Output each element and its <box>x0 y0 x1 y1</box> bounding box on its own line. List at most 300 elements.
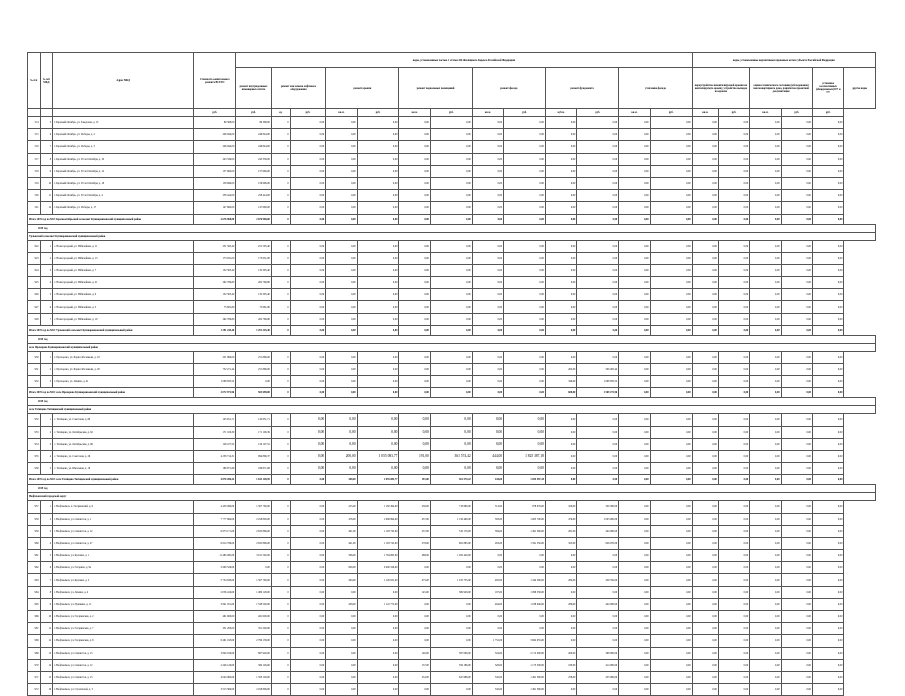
row-value: 0,00 <box>718 598 749 610</box>
row-value: 0,00 <box>650 153 692 165</box>
row-value: 171 106,39 <box>236 426 272 438</box>
table-row <box>28 153 876 165</box>
row-value: 0,00 <box>357 586 399 598</box>
row-value: 0,00 <box>504 264 546 276</box>
row-value: 0,00 <box>577 562 619 574</box>
row-value: 257,00 <box>399 525 430 537</box>
row-value: 0,00 <box>472 414 503 426</box>
row-value: 0,00 <box>750 364 781 376</box>
row-value: 867 926,00 <box>236 647 272 659</box>
row-value: 0,00 <box>290 426 326 438</box>
row-value: 0,00 <box>577 177 619 189</box>
row-mkd-number: 3 <box>40 525 53 537</box>
year-row <box>28 335 876 343</box>
summary-value: 0,00 <box>430 214 472 224</box>
row-value: 0,00 <box>326 301 357 313</box>
row-value: 0,00 <box>290 364 326 376</box>
row-number: 521 <box>28 202 41 214</box>
row-value: 0,00 <box>326 117 357 129</box>
table-row <box>28 659 876 671</box>
row-value: 284,00 <box>326 574 357 586</box>
row-total: 251 866,00 <box>194 351 236 363</box>
row-value: 0,00 <box>750 117 781 129</box>
row-value: 0,00 <box>718 450 749 462</box>
row-address: г. Нефтекамск, ул. Строителей, д. 3 <box>53 684 194 696</box>
row-value: 0,00 <box>577 586 619 598</box>
row-value: 0,00 <box>399 252 430 264</box>
row-value: 0,00 <box>326 623 357 635</box>
row-number: 927 <box>28 301 41 313</box>
row-value: 189 871,68 <box>236 463 272 475</box>
summary-value: 0,00 <box>577 325 619 335</box>
row-total: 171 106,39 <box>194 426 236 438</box>
row-value: 0,00 <box>692 623 718 635</box>
table-row <box>28 289 876 301</box>
sub-header-other: другие виды <box>844 68 876 109</box>
row-value: 0,00 <box>357 277 399 289</box>
row-value: 0,00 <box>812 165 843 177</box>
summary-value: 0,00 <box>718 475 749 485</box>
row-value: 0,00 <box>619 684 650 696</box>
row-value: 0,00 <box>692 586 718 598</box>
row-value: 0,00 <box>399 376 430 388</box>
summary-value: 1 825 387,18 <box>504 475 546 485</box>
unit-cell: руб. <box>357 109 399 117</box>
row-value: 0,00 <box>718 364 749 376</box>
table-row <box>28 586 876 598</box>
row-value: 0,00 <box>357 426 399 438</box>
row-value: 0,00 <box>812 450 843 462</box>
row-value: 1 344 560,00 <box>504 574 546 586</box>
row-value: 1 358 128,00 <box>236 671 272 683</box>
summary-value: 0,00 <box>545 475 576 485</box>
row-value: 0,00 <box>692 264 718 276</box>
unit-cell: руб. <box>194 109 236 117</box>
summary-value: 503 698,00 <box>236 388 272 398</box>
row-value: 485,00 <box>472 574 503 586</box>
row-value: 3 611 592,00 <box>236 550 272 562</box>
row-mkd-number: 6 <box>40 129 53 141</box>
row-value: 0,00 <box>326 611 357 623</box>
row-value: 0,00 <box>290 313 326 325</box>
unit-cell: кв.м. <box>750 109 781 117</box>
row-value: 0,00 <box>326 463 357 475</box>
row-value: 0,00 <box>430 177 472 189</box>
row-address: с. Прохорово, ул. Бориса Ресенкова, д. 20 <box>53 364 194 376</box>
row-value: 0,00 <box>357 623 399 635</box>
row-value: 0,00 <box>357 351 399 363</box>
row-value: 0,00 <box>399 177 430 189</box>
row-value: 0,00 <box>718 438 749 450</box>
row-value: 0,00 <box>472 277 503 289</box>
row-value: 0,00 <box>750 351 781 363</box>
row-value: 0,00 <box>692 153 718 165</box>
row-value: 0,00 <box>326 586 357 598</box>
row-value: 0 <box>271 438 290 450</box>
summary-value: 0,00 <box>545 325 576 335</box>
row-value: 0,00 <box>692 414 718 426</box>
row-value: 0,00 <box>718 264 749 276</box>
row-value: 0,00 <box>692 252 718 264</box>
unit-cell: кв.м. <box>399 109 430 117</box>
row-value: 0,00 <box>326 240 357 252</box>
summary-value: 0,00 <box>399 325 430 335</box>
row-value: 0,00 <box>812 202 843 214</box>
row-value: 0,00 <box>750 438 781 450</box>
row-value: 0,00 <box>750 414 781 426</box>
row-value: 0,00 <box>290 177 326 189</box>
row-value: 140,00 <box>399 647 430 659</box>
summary-value: 0,00 <box>619 325 650 335</box>
row-value: 0,00 <box>812 351 843 363</box>
row-mkd-number: 3 <box>40 438 53 450</box>
row-number: 960 <box>28 537 41 549</box>
row-value: 1 752,00 <box>472 635 503 647</box>
table-row <box>28 129 876 141</box>
row-value: 0 <box>271 153 290 165</box>
row-value: 0,00 <box>472 129 503 141</box>
row-value: 0 <box>271 537 290 549</box>
municipality-label: село Татищево Татищевский муниципальный район <box>28 406 876 414</box>
row-number: 963 <box>28 574 41 586</box>
row-value: 0,00 <box>812 438 843 450</box>
row-value: 0,00 <box>472 240 503 252</box>
row-value: 0,00 <box>750 376 781 388</box>
row-value: 0 <box>271 117 290 129</box>
sub-header-roof-rebuild: переустройство невентилируемой крыши на вентилируемую крышу, устройство выходов на кровлю <box>692 68 750 109</box>
row-value: 0 <box>271 252 290 264</box>
unit-cell: кв.м. <box>326 109 357 117</box>
row-value: 0,00 <box>718 463 749 475</box>
row-value: 0,00 <box>750 635 781 647</box>
row-value: 0 <box>271 351 290 363</box>
row-value: 0,00 <box>290 129 326 141</box>
row-value: 0,00 <box>781 525 812 537</box>
row-value: 401,00 <box>326 525 357 537</box>
row-value: 1 055 083,77 <box>357 450 399 462</box>
row-value: 398 000,00 <box>577 647 619 659</box>
municipality-label: село Прохорово Кушнаренковский муниципальный район <box>28 343 876 351</box>
summary-value: 0,00 <box>781 325 812 335</box>
row-value: 0,00 <box>750 190 781 202</box>
row-value: 0,00 <box>750 301 781 313</box>
row-address: г. Нефтекамск, ул. Гагаринская, д. 7 <box>53 623 194 635</box>
summary-value: 0 <box>271 325 290 335</box>
row-value: 0,00 <box>781 289 812 301</box>
row-value: 2 635 866,00 <box>236 537 272 549</box>
row-value: 0,00 <box>577 153 619 165</box>
row-mkd-number: 2 <box>40 252 53 264</box>
row-value: 0,00 <box>750 313 781 325</box>
row-value: 0 <box>271 202 290 214</box>
row-value: 0,00 <box>577 301 619 313</box>
row-number: 517 <box>28 153 41 165</box>
row-value: 145 651,71 <box>236 414 272 426</box>
row-total: 7 777 884,00 <box>194 513 236 525</box>
unit-cell: руб. <box>577 109 619 117</box>
municipality-label: Урлыкский сельсовет Кушнаренковский муниципальный район <box>28 232 876 240</box>
row-value: 0,00 <box>430 426 472 438</box>
unit-cell: руб. <box>812 109 843 117</box>
row-value: 0,00 <box>692 177 718 189</box>
col-num-header: № п/п <box>28 53 41 109</box>
row-value: 0,00 <box>545 351 576 363</box>
row-value: 1 003 000,00 <box>577 513 619 525</box>
summary-value: 0,00 <box>750 325 781 335</box>
summary-value: 0,00 <box>290 214 326 224</box>
row-address: г. Красный Октябрь, ул. Заводская, д. 15 <box>53 117 194 129</box>
row-value: 0,00 <box>399 364 430 376</box>
row-value: 0 <box>271 611 290 623</box>
row-value: 0,00 <box>812 240 843 252</box>
row-value: 0,00 <box>290 301 326 313</box>
summary-label: Итого 2019 год по МО: Красноотябрьский сельсовет Кушнаренковский муниципальный район <box>28 214 194 224</box>
row-value: 0,00 <box>812 562 843 574</box>
summary-value: 0 <box>271 388 290 398</box>
row-value: 0,00 <box>781 623 812 635</box>
row-value: 0,00 <box>781 240 812 252</box>
row-value: 0,00 <box>399 562 430 574</box>
table-row <box>28 635 876 647</box>
summary-value: 0,00 <box>504 325 546 335</box>
col-num-mkd-header: № п/п МКД <box>40 53 53 109</box>
row-number: 966 <box>28 611 41 623</box>
summary-value: 0,00 <box>692 214 718 224</box>
row-value: 0,00 <box>504 463 546 475</box>
row-mkd-number: 10 <box>40 611 53 623</box>
row-total: 5 734 630,00 <box>194 574 236 586</box>
row-mkd-number: 7 <box>40 574 53 586</box>
summary-value: 0,00 <box>326 388 357 398</box>
row-value: 0,00 <box>545 635 576 647</box>
row-value: 0,00 <box>692 659 718 671</box>
summary-value: 0 <box>271 475 290 485</box>
row-total: 246 844,00 <box>194 141 236 153</box>
row-value: 0 <box>271 598 290 610</box>
row-value: 0,00 <box>750 450 781 462</box>
row-value: 718 680,00 <box>430 501 472 513</box>
row-value: 0,00 <box>545 165 576 177</box>
summary-value: 0,00 <box>290 475 326 485</box>
row-mkd-number: 11 <box>40 623 53 635</box>
row-value: 0,00 <box>290 450 326 462</box>
row-value: 1 122 772,00 <box>357 598 399 610</box>
row-value: 0,00 <box>290 202 326 214</box>
row-value: 0,00 <box>718 550 749 562</box>
row-value: 0,00 <box>619 463 650 475</box>
sub-header-basement: ремонт подвальных помещений <box>399 68 472 109</box>
summary-value: 0,00 <box>812 388 843 398</box>
row-value: 0,00 <box>504 414 546 426</box>
row-mkd-number: 8 <box>40 586 53 598</box>
row-value: 0,00 <box>504 190 546 202</box>
summary-label: Итого 2019 год по МО: Урлыкский сельсовет Кушнаренковский муниципальный район <box>28 325 194 335</box>
row-value: 0,00 <box>577 550 619 562</box>
row-value: 0,00 <box>430 289 472 301</box>
row-value: 0 <box>271 513 290 525</box>
row-value: 0,00 <box>750 537 781 549</box>
row-value: 0,00 <box>781 550 812 562</box>
summary-value: 0,00 <box>472 325 503 335</box>
row-value: 0,00 <box>290 671 326 683</box>
row-value: 1 489 128,00 <box>236 586 272 598</box>
row-value: 0,00 <box>650 659 692 671</box>
row-value: 0 <box>271 450 290 462</box>
row-value: 0,00 <box>326 659 357 671</box>
row-value: 0,00 <box>619 414 650 426</box>
row-value: 0,00 <box>650 426 692 438</box>
row-value: 0,00 <box>399 240 430 252</box>
summary-total: 1 291 245,40 <box>194 325 236 335</box>
table-row <box>28 202 876 214</box>
row-value: 326,00 <box>472 659 503 671</box>
row-value: 0,00 <box>812 463 843 475</box>
row-address: г. Нефтекамск, ул. Красина, д. 1 <box>53 550 194 562</box>
row-value: 0,00 <box>750 141 781 153</box>
table-row <box>28 117 876 129</box>
row-value: 0,00 <box>750 501 781 513</box>
summary-value: 0,00 <box>472 214 503 224</box>
row-value: 0,00 <box>750 202 781 214</box>
row-value: 0,00 <box>750 684 781 696</box>
row-value: 0,00 <box>290 537 326 549</box>
table-row <box>28 562 876 574</box>
row-value: 0,00 <box>812 525 843 537</box>
table-row <box>28 684 876 696</box>
row-value: 0,00 <box>545 623 576 635</box>
row-value: 0,00 <box>718 671 749 683</box>
row-value: 0,00 <box>326 376 357 388</box>
row-total: 173 631,00 <box>194 252 236 264</box>
row-value: 0,00 <box>545 562 576 574</box>
row-value: 0,00 <box>326 647 357 659</box>
row-address: г. Нефтекамск, ул. Связистов, д. 27 <box>53 537 194 549</box>
row-value: 0,00 <box>472 376 503 388</box>
row-value: 0 <box>271 525 290 537</box>
row-value: 0,00 <box>577 313 619 325</box>
row-value: 0,00 <box>781 501 812 513</box>
row-value: 0,00 <box>472 550 503 562</box>
summary-value: 0,00 <box>718 325 749 335</box>
row-value: 0,00 <box>781 202 812 214</box>
summary-value: 361 574,42 <box>430 475 472 485</box>
unit-cell: куб.м. <box>545 109 576 117</box>
unit-cell: руб. <box>290 109 326 117</box>
row-value: 0,00 <box>650 264 692 276</box>
row-value: 0,00 <box>357 635 399 647</box>
row-value: 0,00 <box>357 611 399 623</box>
row-value: 0,00 <box>812 414 843 426</box>
row-value: 0,00 <box>619 450 650 462</box>
row-value: 0,00 <box>619 141 650 153</box>
row-value: 461 600,00 <box>236 611 272 623</box>
row-total: 89 368,00 <box>194 117 236 129</box>
year-row <box>28 224 876 232</box>
row-value: 0,00 <box>718 659 749 671</box>
row-value: 0,00 <box>619 289 650 301</box>
row-value: 0,00 <box>812 574 843 586</box>
row-value: 0,00 <box>326 177 357 189</box>
row-mkd-number: 14 <box>40 659 53 671</box>
row-value: 0,00 <box>504 364 546 376</box>
row-value: 0,00 <box>718 202 749 214</box>
row-value: 0 <box>271 313 290 325</box>
row-value: 243 336,00 <box>236 153 272 165</box>
row-address: г. Красный Октябрь, ул. Победы, д. 3 <box>53 141 194 153</box>
row-value: 0,00 <box>718 586 749 598</box>
row-value: 0,00 <box>650 562 692 574</box>
row-address: с. Новогородный, ул. Юбилейная, д. 21 <box>53 277 194 289</box>
summary-value: 0,00 <box>430 325 472 335</box>
row-value: 278,00 <box>399 537 430 549</box>
row-value: 0,00 <box>357 647 399 659</box>
summary-value: 0,00 <box>692 475 718 485</box>
row-value: 0,00 <box>619 313 650 325</box>
row-total: 351 200,00 <box>194 623 236 635</box>
table-row <box>28 414 876 426</box>
row-value: 0,00 <box>650 129 692 141</box>
row-address: с. Прохорово, ул. Ленина, д. 41 <box>53 376 194 388</box>
row-mkd-number: 2 <box>40 513 53 525</box>
row-value: 0,00 <box>399 463 430 475</box>
table-row <box>28 190 876 202</box>
summary-value: 1 633 148,95 <box>236 475 272 485</box>
row-value: 464,00 <box>472 598 503 610</box>
row-value: 0,00 <box>692 240 718 252</box>
table-row <box>28 438 876 450</box>
row-value: 0,00 <box>781 153 812 165</box>
row-value: 681 865,00 <box>430 537 472 549</box>
summary-row <box>28 388 876 398</box>
row-value: 0,00 <box>430 438 472 450</box>
municipality-row <box>28 493 876 501</box>
row-mkd-number: 11 <box>40 190 53 202</box>
row-value: 0,00 <box>718 537 749 549</box>
row-value: 0,00 <box>290 414 326 426</box>
row-value: 0,00 <box>357 414 399 426</box>
row-value: 0 <box>271 647 290 659</box>
row-value: 0,00 <box>430 598 472 610</box>
row-address: г. Красный Октябрь, ул. 50 лет Октября, д. 4 <box>53 190 194 202</box>
row-value: 0,00 <box>812 289 843 301</box>
row-value: 0,00 <box>290 376 326 388</box>
row-total: 752 271,44 <box>194 364 236 376</box>
row-value: 0,00 <box>812 117 843 129</box>
row-value: 0,00 <box>718 684 749 696</box>
row-address: г. Нефтекамск, ул. Пушкина, д. 11 <box>53 598 194 610</box>
row-value: 0,00 <box>357 438 399 450</box>
row-value: 0,00 <box>812 684 843 696</box>
row-total: 251 595,40 <box>194 240 236 252</box>
row-value: 0,00 <box>781 463 812 475</box>
row-value: 0,00 <box>545 141 576 153</box>
row-value: 369 928,00 <box>430 586 472 598</box>
unit-cell: кв.м. <box>472 109 503 117</box>
row-value: 0,00 <box>399 277 430 289</box>
row-value: 0,00 <box>812 611 843 623</box>
row-mkd-number: 9 <box>40 598 53 610</box>
row-value: 0,00 <box>692 635 718 647</box>
row-total: 4 238 714,31 <box>194 450 236 462</box>
row-address: г. Нефтекамск, ул. Гагаринская, д. 8 <box>53 635 194 647</box>
row-value: 0 <box>271 671 290 683</box>
row-mkd-number: 12 <box>40 202 53 214</box>
row-value: 0,00 <box>812 177 843 189</box>
row-value: 0,00 <box>750 252 781 264</box>
row-value: 444 000,00 <box>577 525 619 537</box>
row-value: 0,00 <box>290 598 326 610</box>
row-value: 0,00 <box>650 550 692 562</box>
